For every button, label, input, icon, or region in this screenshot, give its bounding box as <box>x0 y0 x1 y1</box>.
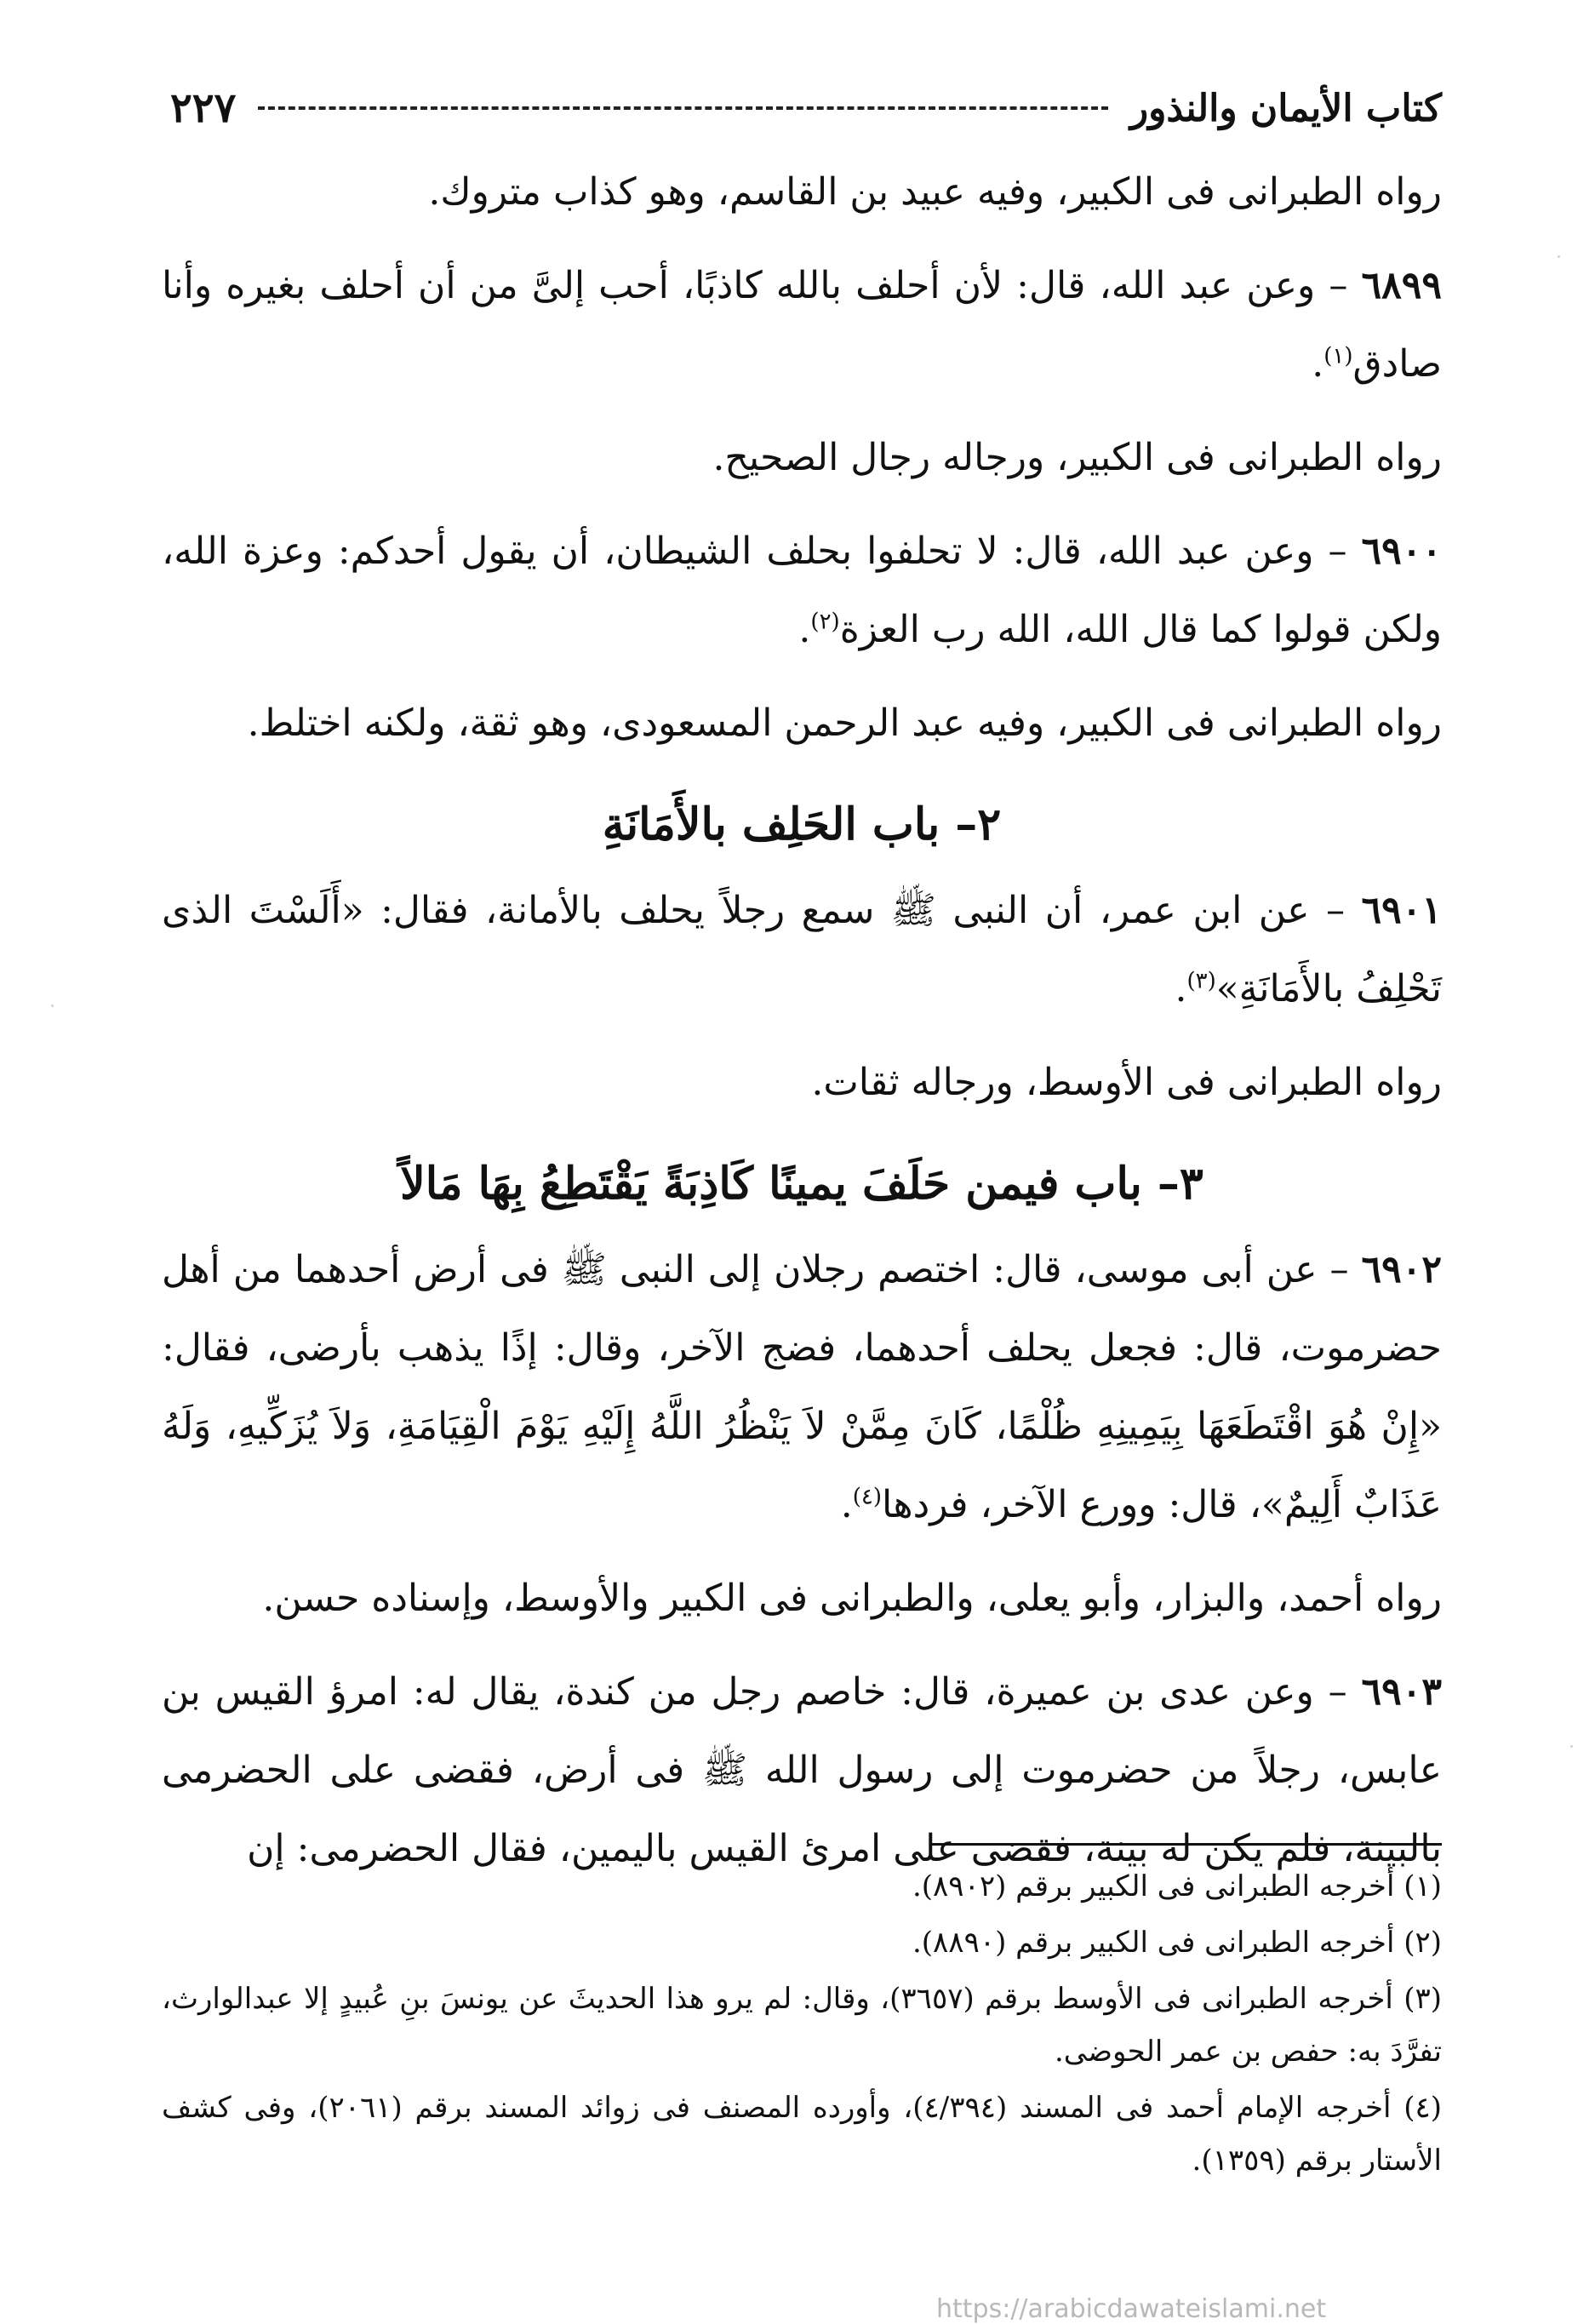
hadith-6901: ٦٩٠١ – عن ابن عمر، أن النبى ﷺ سمع رجلاً يحلف بالأمانة، فقال: «أَلَسْتَ الذى تَحْلِفُ بالأَمَانَةِ»$^{(٣)}$. <box>162 889 1442 1010</box>
footnote-ref: (١) <box>1323 343 1353 369</box>
scan-speck <box>51 1005 54 1007</box>
hadith-6902: ٦٩٠٢ – عن أبى موسى، قال: اختصم رجلان إلى النبى ﷺ فى أرض أحدهما من أهل حضرموت، قال: فجعل يحلف أحدهما، فضج الآخر، وقال: إذًا يذهب بأرضى، فقال: «إِنْ هُوَ اقْتَطَعَهَا بِيَمِينِهِ ظُلْمًا، كَانَ مِمَّنْ لاَ يَنْظُرُ اللَّهُ إِلَيْهِ يَوْمَ الْقِيَامَةِ، وَلاَ يُزَكِّيهِ، وَلَهُ عَذَابٌ أَلِيمٌ»، قال: وورع الآخر، فردها$^{(٤)}$. <box>162 1248 1442 1526</box>
hadith-text: – وعن عبد الله، قال: لأن أحلف بالله كاذبًا، أحب إلىَّ من أن أحلف بغيره وأنا صادق <box>162 264 1442 386</box>
footnotes <box>162 1860 1442 2190</box>
footnote-2: (٢) أخرجه الطبرانى فى الكبير برقم (٨٨٩٠). <box>912 1926 1442 1960</box>
scan-speck <box>1558 255 1560 258</box>
chapter-heading: ٢– باب الحَلِف بالأَمَانَةِ <box>602 799 1002 850</box>
footnote-separator <box>931 1843 1442 1846</box>
chapter-heading: ٣– باب فيمن حَلَفَ يمينًا كَاذِبَةً يَقْتَطِعُ بِهَا مَالاً <box>400 1158 1203 1210</box>
footnote-1: (١) أخرجه الطبرانى فى الكبير برقم (٨٩٠٢). <box>912 1869 1442 1903</box>
hadith-text: – وعن عدى بن عميرة، قال: خاصم رجل من كندة، يقال له: امرؤ القيس بن عابس، رجلاً من حضرموت إلى رسول الله ﷺ فى أرض، فقضى على الحضرمى بالبينة، فلم يكن له بينة، فقضى على امرئ القيس باليمين، فقال الحضرمى: إن <box>162 1670 1442 1870</box>
hadith-number: ٦٩٠١ <box>1361 889 1442 932</box>
source-note: رواه الطبرانى فى الأوسط، ورجاله ثقات. <box>811 1061 1442 1104</box>
page-number: ٢٢٧ <box>170 84 237 132</box>
hadith-6900: ٦٩٠٠ – وعن عبد الله، قال: لا تحلفوا بحلف الشيطان، أن يقول أحدكم: وعزة الله، ولكن قولوا كما قال الله، الله رب العزة$^{(٢)}$. <box>162 529 1442 651</box>
footnote-4: (٤) أخرجه الإمام أحمد فى المسند (٤/٣٩٤)، وأورده المصنف فى زوائد المسند برقم (٢٠٦١)، وفى كشف الأستار برقم (١٣٥٩). <box>162 2091 1443 2178</box>
book-title: كتاب الأيمان والنذور <box>1129 86 1442 130</box>
main-text <box>162 153 1442 1903</box>
running-header <box>170 70 1442 146</box>
hadith-number: ٦٨٩٩ <box>1361 264 1442 307</box>
hadith-number: ٦٩٠٣ <box>1361 1670 1442 1714</box>
hadith-text: – عن أبى موسى، قال: اختصم رجلان إلى النبى ﷺ فى أرض أحدهما من أهل حضرموت، قال: فجعل يحلف أحدهما، فضج الآخر، وقال: إذًا يذهب بأرضى، فقال: «إِنْ هُوَ اقْتَطَعَهَا بِيَمِينِهِ ظُلْمًا، كَانَ مِمَّنْ لاَ يَنْظُرُ اللَّهُ إِلَيْهِ يَوْمَ الْقِيَامَةِ، وَلاَ يُزَكِّيهِ، وَلَهُ عَذَابٌ أَلِيمٌ»، قال: وورع الآخر، فردها <box>162 1248 1442 1526</box>
hadith-text: – عن ابن عمر، أن النبى ﷺ سمع رجلاً يحلف بالأمانة، فقال: «أَلَسْتَ الذى تَحْلِفُ بالأَمَانَةِ» <box>162 889 1442 1010</box>
footnote-3: (٣) أخرجه الطبرانى فى الأوسط برقم (٣٦٥٧)، وقال: لم يرو هذا الحديثَ عن يونسَ بنِ عُبيدٍ إلا عبدالوارث، تفرَّدَ به: حفص بن عمر الحوضى. <box>162 1982 1442 2069</box>
scan-speck <box>1570 1745 1573 1748</box>
hadith-number: ٦٩٠٠ <box>1361 529 1442 573</box>
source-note: رواه أحمد، والبزار، وأبو يعلى، والطبرانى فى الكبير والأوسط، وإسناده حسن. <box>262 1577 1442 1620</box>
source-note: رواه الطبرانى فى الكبير، وفيه عبيد بن القاسم، وهو كذاب متروك. <box>428 170 1442 214</box>
header-dashed-rule <box>258 106 1107 110</box>
source-note: رواه الطبرانى فى الكبير، وفيه عبد الرحمن المسعودى، وهو ثقة، ولكنه اختلط. <box>247 701 1442 745</box>
site-watermark: https://arabicdawateislami.net <box>936 2294 1327 2324</box>
footnote-ref: (٣) <box>1186 968 1216 994</box>
footnote-ref: (٢) <box>810 609 840 635</box>
footnote-ref: (٤) <box>852 1484 883 1510</box>
hadith-text: – وعن عبد الله، قال: لا تحلفوا بحلف الشيطان، أن يقول أحدكم: وعزة الله، ولكن قولوا كما قال الله، الله رب العزة <box>162 529 1442 651</box>
hadith-number: ٦٩٠٢ <box>1361 1248 1442 1291</box>
hadith-6899: ٦٨٩٩ – وعن عبد الله، قال: لأن أحلف بالله كاذبًا، أحب إلىَّ من أن أحلف بغيره وأنا صادق$^{(١)}$. <box>162 264 1442 386</box>
hadith-6903 <box>162 1653 1442 1888</box>
source-note: رواه الطبرانى فى الكبير، ورجاله رجال الصحيح. <box>712 436 1442 479</box>
